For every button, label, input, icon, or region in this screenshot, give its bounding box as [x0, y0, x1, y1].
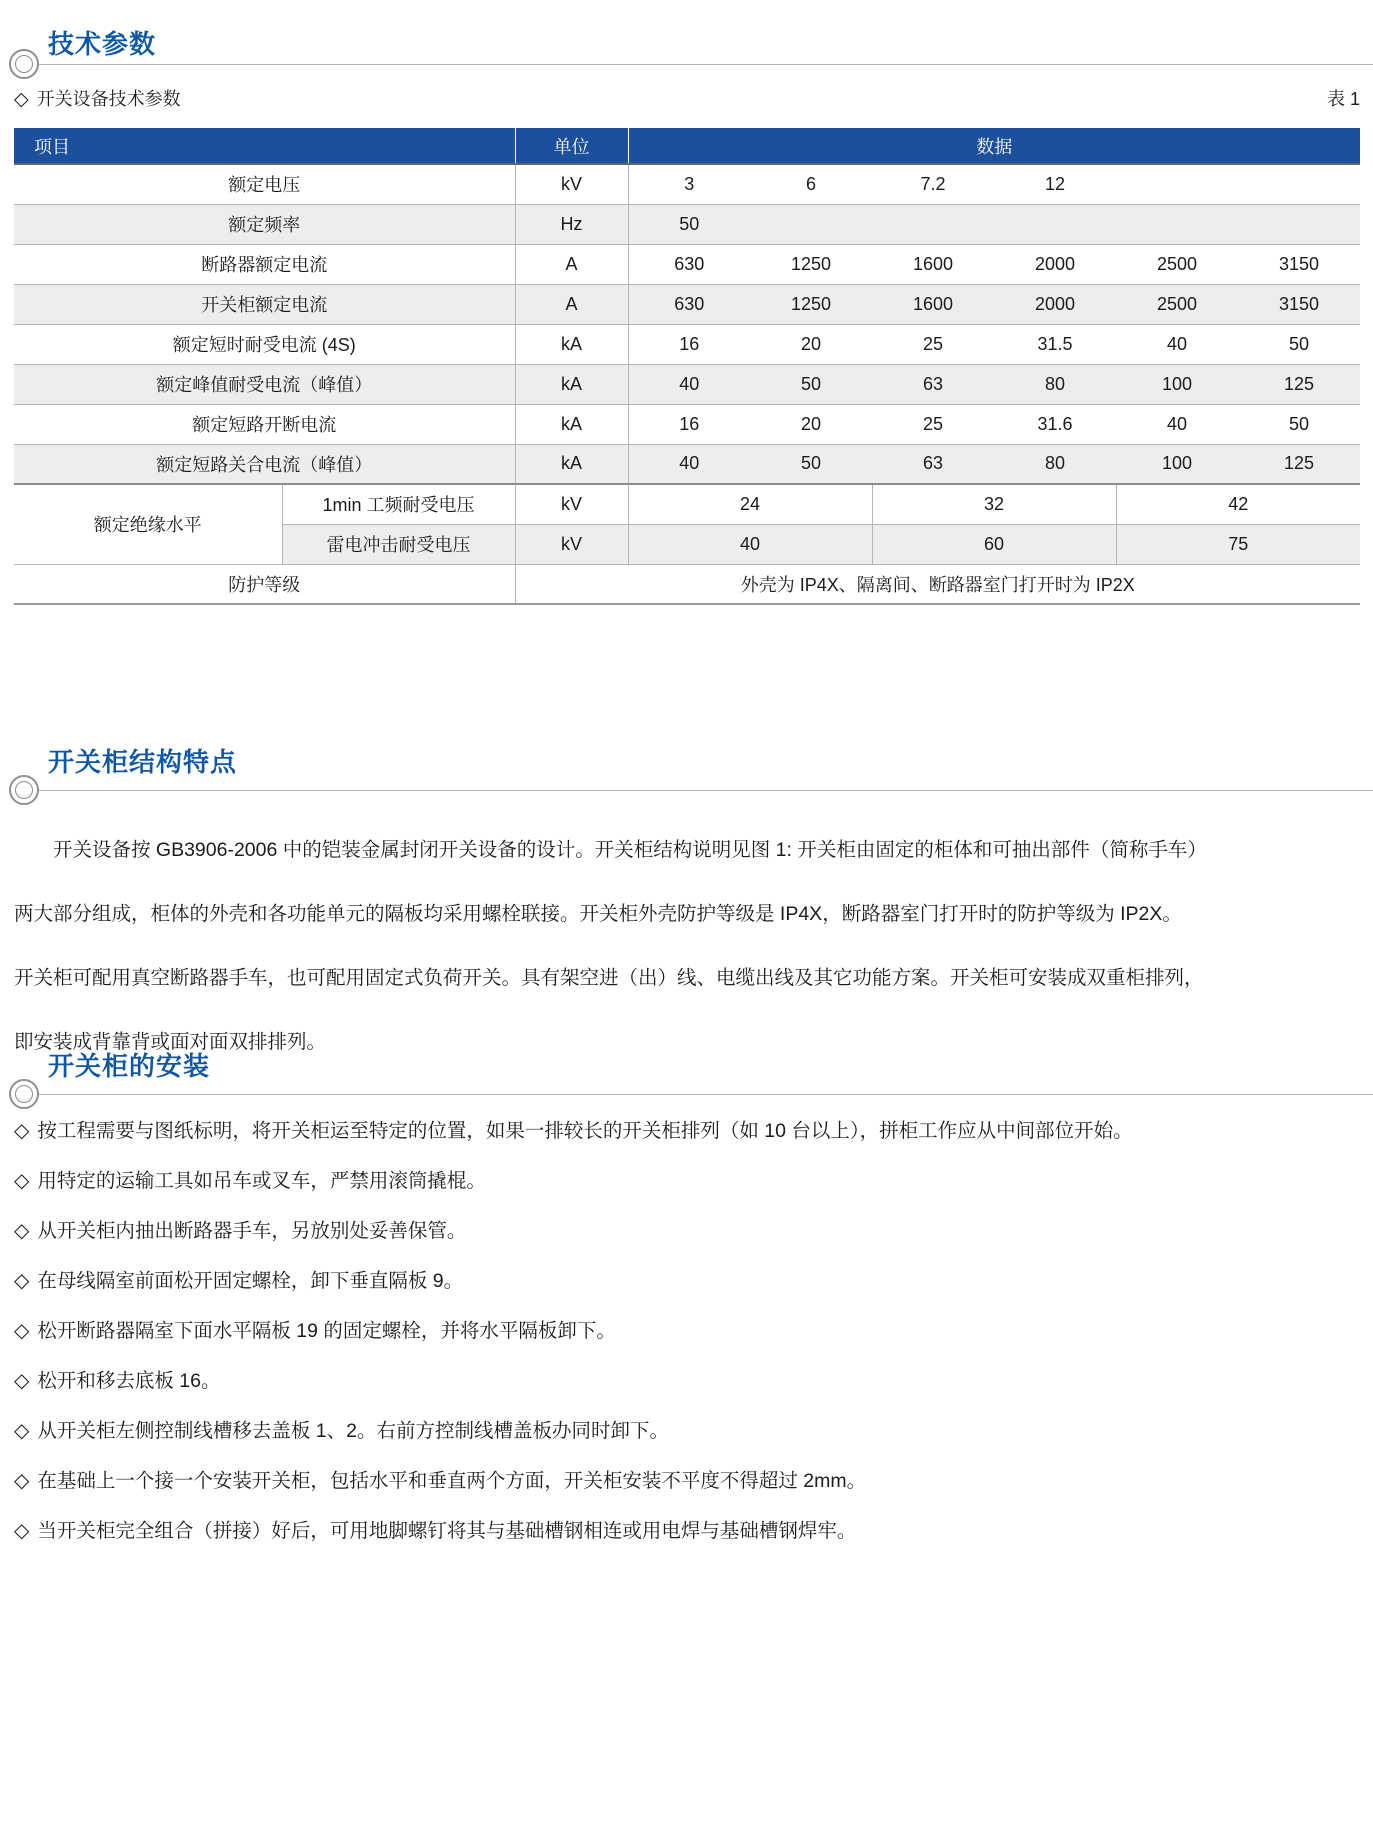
param-unit: kV: [515, 164, 628, 204]
section-marker-ring-icon: [9, 1079, 39, 1109]
param-value: 40: [1166, 413, 1188, 434]
param-value: 3150: [1278, 293, 1320, 314]
section-title-tech-params: 技术参数: [48, 29, 157, 59]
param-value: 1250: [790, 253, 832, 274]
param-value: 2500: [1156, 293, 1198, 314]
param-value: 32: [872, 484, 1116, 524]
section-marker-ring-icon: [9, 49, 39, 79]
param-value: 24: [628, 484, 872, 524]
param-value: 50: [1289, 413, 1310, 434]
param-value: 125: [1283, 373, 1315, 394]
param-value: 50: [800, 373, 822, 394]
paragraph-line: 即安装成背靠背或面对面双排排列。: [14, 1031, 327, 1053]
param-value: 50: [1289, 333, 1310, 354]
paragraph-line: 两大部分组成，柜体的外壳和各功能单元的隔板均采用螺栓联接。开关柜外壳防护等级是 IP4X，断路器室门打开时的防护等级为 IP2X。: [14, 903, 1182, 925]
diamond-bullet-icon: ◇: [14, 1270, 30, 1292]
param-subname: 雷电冲击耐受电压: [282, 524, 515, 564]
table-note: [14, 85, 181, 111]
list-item: [14, 1368, 1360, 1395]
param-unit: kA: [515, 444, 628, 484]
param-value: [1238, 164, 1360, 204]
diamond-bullet-icon: ◇: [14, 1470, 30, 1492]
param-unit: kA: [515, 364, 628, 404]
param-value: 80: [1044, 373, 1066, 394]
table-row: [14, 284, 1360, 324]
param-subname: 1min 工频耐受电压: [282, 484, 515, 524]
table-row-protection: [14, 564, 1360, 604]
param-value: 20: [800, 413, 822, 434]
table-row: [14, 324, 1360, 364]
param-value: [750, 204, 872, 244]
param-value: 80: [1044, 453, 1066, 474]
param-value: 42: [1116, 484, 1360, 524]
list-item: [14, 1168, 1360, 1195]
param-name: 额定短时耐受电流 (4S): [172, 335, 356, 355]
list-item-text: 用特定的运输工具如吊车或叉车，严禁用滚筒撬棍。: [37, 1170, 486, 1192]
list-item: [14, 1518, 1360, 1545]
param-unit: Hz: [515, 204, 628, 244]
param-value: 1600: [912, 293, 954, 314]
list-item-text: 从开关柜左侧控制线槽移去盖板 1、2。右前方控制线槽盖板办同时卸下。: [37, 1420, 669, 1442]
param-unit: kA: [515, 404, 628, 444]
param-value: 1250: [790, 293, 832, 314]
list-item: [14, 1318, 1360, 1345]
param-value: [1238, 204, 1360, 244]
list-item-text: 松开和移去底板 16。: [37, 1370, 221, 1392]
param-unit: kV: [515, 484, 628, 524]
param-value: 63: [922, 373, 944, 394]
list-item-text: 按工程需要与图纸标明，将开关柜运至特定的位置，如果一排较长的开关柜排列（如 10 台以上），拼柜工作应从中间部位开始。: [37, 1120, 1133, 1142]
list-item: [14, 1468, 1360, 1495]
list-item-text: 当开关柜完全组合（拼接）好后，可用地脚螺钉将其与基础槽钢相连或用电焊与基础槽钢焊牢。: [37, 1520, 857, 1542]
param-value: 12: [1044, 173, 1066, 194]
list-item: [14, 1118, 1360, 1145]
list-item-text: 在基础上一个接一个安装开关柜，包括水平和垂直两个方面，开关柜安装不平度不得超过 2mm。: [37, 1470, 867, 1492]
diamond-bullet-icon: ◇: [14, 1520, 30, 1542]
table-header-row: [14, 128, 1360, 164]
param-name: 断路器额定电流: [201, 255, 328, 275]
param-value: 40: [1166, 333, 1188, 354]
param-unit: kA: [515, 324, 628, 364]
param-value: 40: [679, 373, 700, 394]
table-row: [14, 204, 1360, 244]
param-value: 3: [684, 173, 695, 194]
divider-line: [36, 1094, 1373, 1095]
list-item: [14, 1418, 1360, 1445]
param-value: [1116, 204, 1238, 244]
param-value: [1116, 164, 1238, 204]
table-row: [14, 444, 1360, 484]
param-value: 63: [922, 453, 944, 474]
diamond-bullet-icon: ◇: [14, 1220, 30, 1242]
paragraph-line: 开关柜可配用真空断路器手车，也可配用固定式负荷开关。具有架空进（出）线、电缆出线及其它功能方案。开关柜可安装成双重柜排列，: [14, 967, 1204, 989]
header-data: 数据: [628, 128, 1360, 164]
param-value: 20: [800, 333, 822, 354]
param-name: 开关柜额定电流: [201, 295, 328, 315]
param-value: 3150: [1278, 253, 1320, 274]
table-note-label: 开关设备技术参数: [36, 89, 181, 109]
param-name: 额定绝缘水平: [14, 484, 282, 564]
list-item-text: 在母线隔室前面松开固定螺栓，卸下垂直隔板 9。: [37, 1270, 464, 1292]
paragraph-line: 开关设备按 GB3906-2006 中的铠装金属封闭开关设备的设计。开关柜结构说明见图 1: 开关柜由固定的柜体和可抽出部件（简称手车）: [53, 839, 1207, 861]
param-value: 1600: [912, 253, 954, 274]
diamond-bullet-icon: ◇: [14, 1420, 30, 1442]
param-value: 31.6: [1037, 413, 1073, 434]
param-name: 额定短路开断电流: [192, 415, 337, 435]
param-value: 630: [674, 253, 705, 274]
param-value: 50: [679, 213, 700, 234]
diamond-bullet-icon: ◇: [14, 1120, 30, 1142]
param-value: 6: [805, 173, 816, 194]
diamond-bullet-icon: ◇: [14, 1320, 30, 1342]
list-item-text: 松开断路器隔室下面水平隔板 19 的固定螺栓，并将水平隔板卸下。: [37, 1320, 616, 1342]
param-value: 100: [1161, 453, 1193, 474]
table-row: [14, 364, 1360, 404]
param-value: 125: [1283, 453, 1315, 474]
param-name: 额定电压: [228, 175, 301, 196]
param-name: 额定短路关合电流（峰值）: [156, 454, 373, 475]
param-value: 2000: [1034, 293, 1076, 314]
param-name: 防护等级: [14, 564, 515, 604]
param-value: 25: [922, 413, 944, 434]
diamond-bullet-icon: ◇: [14, 1370, 30, 1392]
section-title-structure: 开关柜结构特点: [48, 747, 238, 777]
param-value: 2500: [1156, 253, 1198, 274]
table-subnote-row: [14, 85, 1360, 111]
section-marker-ring-icon: [9, 775, 39, 805]
param-value: 16: [679, 413, 700, 434]
divider-line: [36, 790, 1373, 791]
list-item: [14, 1218, 1360, 1245]
divider-line: [36, 64, 1373, 65]
param-value: 60: [872, 524, 1116, 564]
table-row: [14, 244, 1360, 284]
param-value: [872, 204, 994, 244]
param-value: 31.5: [1037, 333, 1073, 354]
param-value: 630: [674, 293, 705, 314]
diamond-bullet-icon: ◇: [14, 1170, 30, 1192]
header-unit: 单位: [515, 128, 628, 164]
tech-params-table: [14, 128, 1360, 605]
param-value: 40: [679, 453, 700, 474]
param-unit: A: [515, 284, 628, 324]
param-value: 75: [1116, 524, 1360, 564]
section-title-installation: 开关柜的安装: [48, 1051, 211, 1081]
param-value: 25: [922, 333, 944, 354]
diamond-bullet-icon: ◇: [14, 89, 29, 110]
installation-steps-list: [14, 1118, 1360, 1568]
param-value: [994, 204, 1116, 244]
param-value: 40: [628, 524, 872, 564]
param-value: 16: [679, 333, 700, 354]
param-value: 100: [1161, 373, 1193, 394]
param-unit: kV: [515, 524, 628, 564]
param-value: 7.2: [920, 173, 946, 194]
param-value: 2000: [1034, 253, 1076, 274]
table-row: [14, 404, 1360, 444]
list-item-text: 从开关柜内抽出断路器手车，另放别处妥善保管。: [37, 1220, 467, 1242]
param-value: 外壳为 IP4X、隔离间、断路器室门打开时为 IP2X: [515, 564, 1360, 604]
param-name: 额定频率: [228, 215, 301, 235]
table-caption: 表 1: [1326, 89, 1360, 109]
structure-paragraph: [14, 818, 1360, 1074]
header-item: 项目: [14, 128, 515, 164]
table-row: [14, 164, 1360, 204]
list-item: [14, 1268, 1360, 1295]
param-name: 额定峰值耐受电流（峰值）: [156, 375, 373, 395]
param-value: 50: [800, 453, 822, 474]
table-row-insulation: [14, 484, 1360, 524]
param-unit: A: [515, 244, 628, 284]
